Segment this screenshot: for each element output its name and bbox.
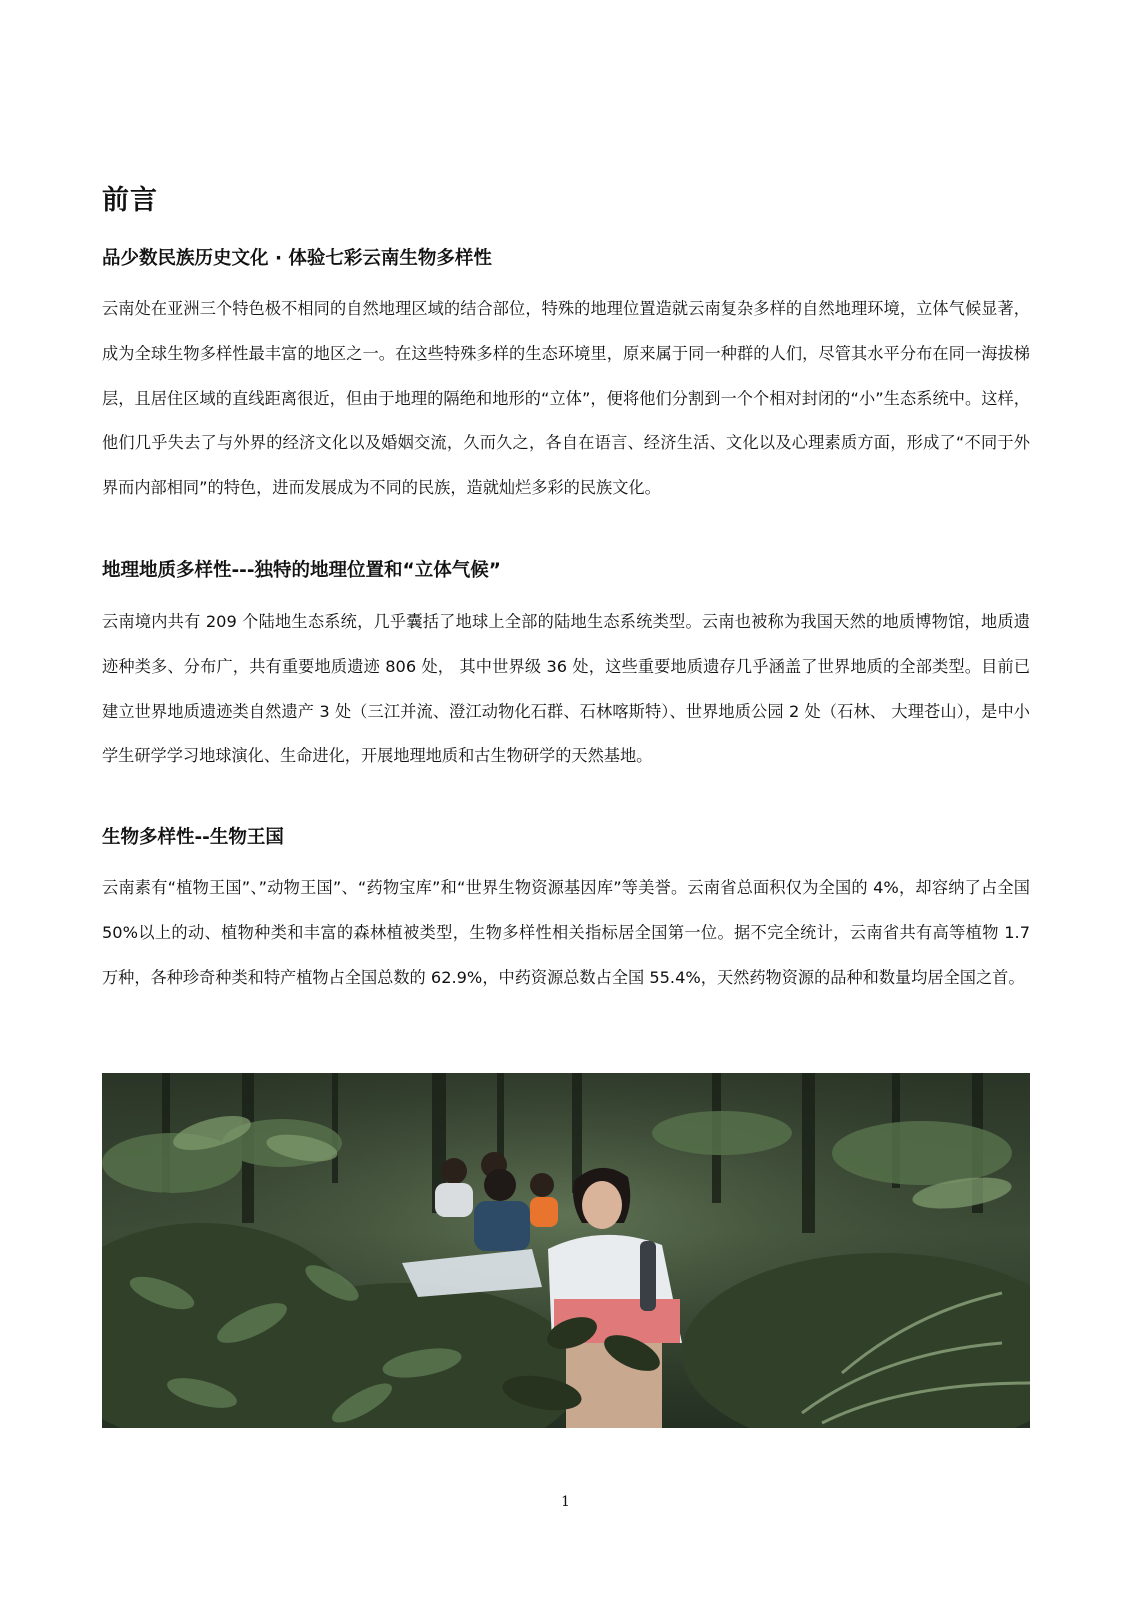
section-body-geology: 云南境内共有 209 个陆地生态系统，几乎囊括了地球上全部的陆地生态系统类型。云南也被称为我国天然的地质博物馆，地质遗迹种类多、分布广，共有重要地质遗迹 806 处， 其中世界级 36 处，这些重要地质遗存几乎涵盖了世界地质的全部类型。目前已建立世界地质遗迹类自然遗产 3 处（三江并流、澄江动物化石群、石林喀斯特）、世界地质公园 2 处（石林、 大理苍山），是中小学生研学学习地球演化、生命进化，开展地理地质和古生物研学的天然基地。 [102,612,1030,766]
page-title: 前言 [102,185,158,216]
page-number: 1 [561,1494,570,1510]
section-heading-biodiversity: 生物多样性--生物王国 [102,827,284,848]
section-body-biodiversity: 云南素有“植物王国”、”动物王国”、“药物宝库”和“世界生物资源基因库”等美誉。云南省总面积仅为全国的 4%，却容纳了占全国 50%以上的动、植物种类和丰富的森林植被类型，生物多样性相关指标居全国第一位。据不完全统计，云南省共有高等植物 1.7 万种，各种珍奇种类和特产植物占全国总数的 62.9%，中药资源总数占全国 55.4%，天然药物资源的品种和数量均居全国之首。 [102,878,1030,987]
section-heading-culture: 品少数民族历史文化 · 体验七彩云南生物多样性 [102,248,492,269]
forest-study-photo [102,1073,1030,1428]
section-heading-geology: 地理地质多样性---独特的地理位置和“立体气候” [102,560,501,581]
section-body-culture: 云南处在亚洲三个特色极不相同的自然地理区域的结合部位，特殊的地理位置造就云南复杂多样的自然地理环境，立体气候显著，成为全球生物多样性最丰富的地区之一。在这些特殊多样的生态环境里，原来属于同一种群的人们，尽管其水平分布在同一海拔梯层，且居住区域的直线距离很近，但由于地理的隔绝和地形的“立体”，便将他们分割到一个个相对封闭的“小”生态系统中。这样，他们几乎失去了与外界的经济文化以及婚姻交流，久而久之，各自在语言、经济生活、文化以及心理素质方面，形成了“不同于外界而内部相同”的特色，进而发展成为不同的民族，造就灿烂多彩的民族文化。 [102,299,1030,498]
